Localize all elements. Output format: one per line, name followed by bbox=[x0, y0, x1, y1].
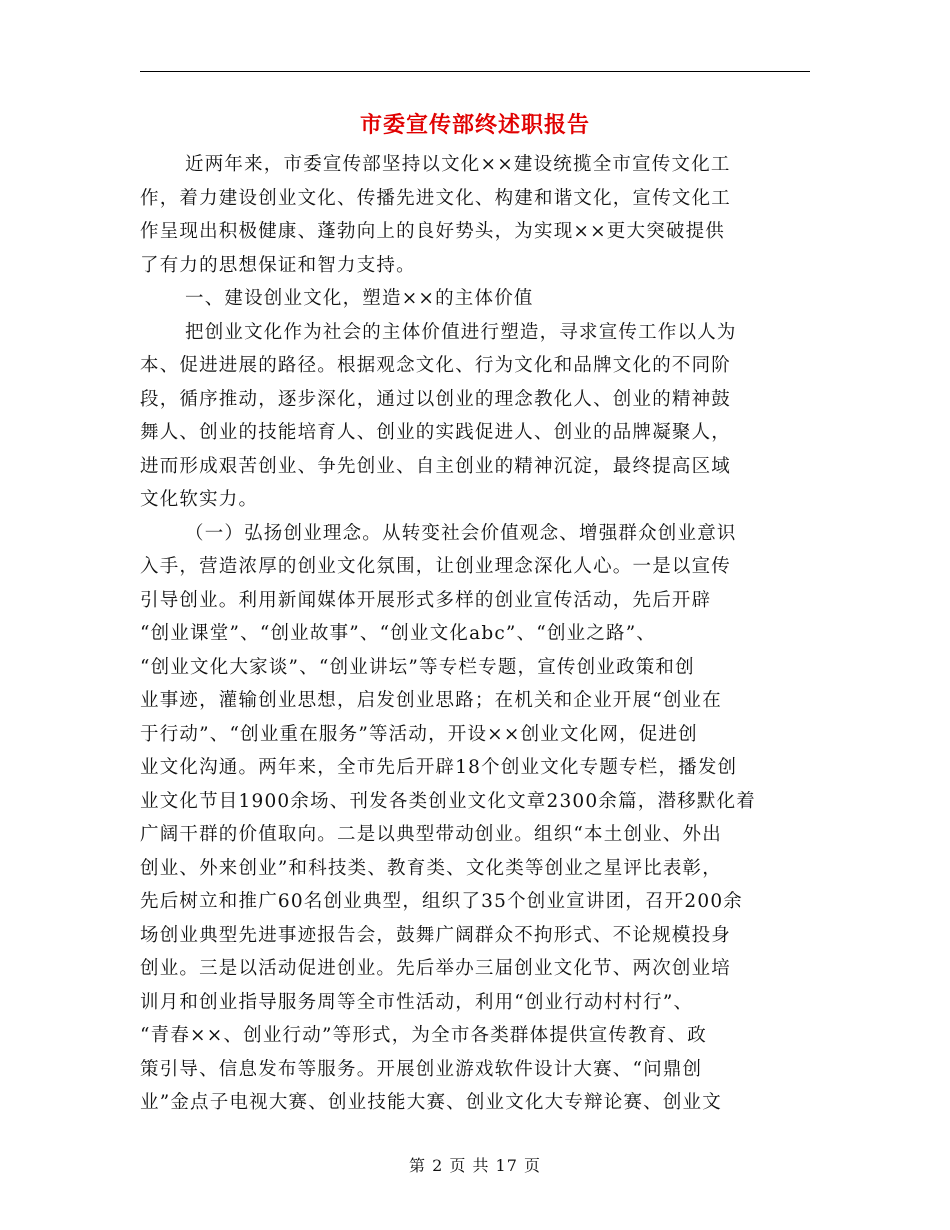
header-rule bbox=[140, 71, 810, 72]
paragraph-line: “创业文化大家谈”、“创业讲坛”等专栏专题，宣传创业政策和创 bbox=[140, 656, 695, 678]
document-body bbox=[140, 148, 810, 1120]
paragraph-line: 业”金点子电视大赛、创业技能大赛、创业文化大专辩论赛、创业文 bbox=[140, 1092, 722, 1113]
paragraph-line: 入手，营造浓厚的创业文化氛围，让创业理念深化人心。一是以宣传 bbox=[140, 556, 732, 577]
paragraph-line: 本、促进进展的路径。根据观念文化、行为文化和品牌文化的不同阶 bbox=[140, 355, 732, 376]
paragraph-line: 训月和创业指导服务周等全市性活动，利用“创业行动村村行”、 bbox=[140, 991, 694, 1013]
paragraph-line: 创业、外来创业”和科技类、教育类、文化类等创业之星评比表彰， bbox=[140, 857, 722, 879]
paragraph-line: 业事迹，灌输创业思想，启发创业思路；在机关和企业开展“创业在 bbox=[140, 690, 722, 711]
paragraph-line: 业文化节目1900余场、刊发各类创业文化文章2300余篇，潜移默化着 bbox=[140, 790, 756, 812]
paragraph-line: 广阔干群的价值取向。二是以典型带动创业。组织“本土创业、外出 bbox=[140, 824, 722, 845]
paragraph-line: 引导创业。利用新闻媒体开展形式多样的创业宣传活动，先后开辟 bbox=[140, 589, 712, 611]
paragraph-line: 于行动”、“创业重在服务”等活动，开设××创业文化网，促进创 bbox=[140, 723, 698, 745]
paragraph-line: 近两年来，市委宣传部坚持以文化××建设统揽全市宣传文化工 bbox=[185, 154, 731, 175]
paragraph-line: 段，循序推动，逐步深化，通过以创业的理念教化人、创业的精神鼓 bbox=[140, 388, 732, 410]
paragraph-line: 把创业文化作为社会的主体价值进行塑造，寻求宣传工作以人为 bbox=[185, 321, 737, 343]
paragraph-line: 场创业典型先进事迹报告会，鼓舞广阔群众不拘形式、不论规模投身 bbox=[140, 924, 732, 946]
paragraph-line: 创业。三是以活动促进创业。先后举办三届创业文化节、两次创业培 bbox=[140, 958, 732, 979]
paragraph-line: 作，着力建设创业文化、传播先进文化、构建和谐文化，宣传文化工 bbox=[140, 187, 732, 209]
paragraph-line: 了有力的思想保证和智力支持。 bbox=[140, 254, 416, 276]
section-heading: 一、建设创业文化，塑造××的主体价值 bbox=[185, 288, 534, 309]
page-number-footer: 第 2 页 共 17 页 bbox=[409, 1156, 541, 1175]
subsection-line: （一）弘扬创业理念。从转变社会价值观念、增强群众创业意识 bbox=[185, 522, 737, 544]
paragraph-line: 进而形成艰苦创业、争先创业、自主创业的精神沉淀，最终提高区域 bbox=[140, 455, 732, 477]
paragraph-line: 策引导、信息发布等服务。开展创业游戏软件设计大赛、“问鼎创 bbox=[140, 1058, 703, 1080]
paragraph-line: 先后树立和推广60名创业典型，组织了35个创业宣讲团，召开200余 bbox=[140, 891, 743, 912]
paragraph-line: 舞人、创业的技能培育人、创业的实践促进人、创业的品牌凝聚人， bbox=[140, 422, 732, 443]
document-title: 市委宣传部终述职报告 bbox=[359, 112, 590, 138]
paragraph-line: “创业课堂”、“创业故事”、“创业文化abc”、“创业之路”、 bbox=[140, 623, 657, 644]
paragraph-line: 业文化沟通。两年来，全市先后开辟18个创业文化专题专栏，播发创 bbox=[140, 757, 738, 778]
paragraph-line: 文化软实力。 bbox=[140, 489, 259, 510]
paragraph-line: “青春××、创业行动”等形式，为全市各类群体提供宣传教育、政 bbox=[140, 1025, 707, 1046]
paragraph-line: 作呈现出积极健康、蓬勃向上的良好势头，为实现××更大突破提供 bbox=[140, 221, 726, 242]
